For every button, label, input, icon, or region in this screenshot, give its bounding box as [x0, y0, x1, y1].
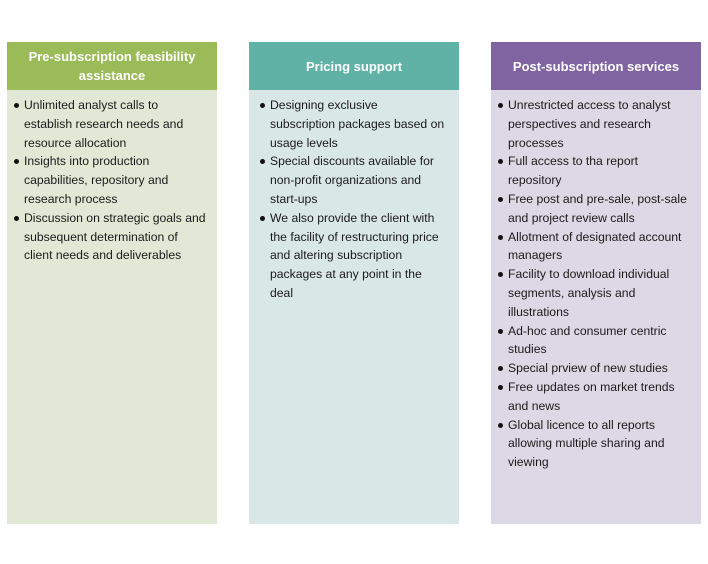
list-item: Unlimited analyst calls to establish research needs and resource allocation: [13, 96, 207, 152]
list-item: Designing exclusive subscription packages based on usage levels: [259, 96, 445, 152]
list-item: Full access to tha report repository: [497, 152, 691, 190]
post-subscription-body: [491, 90, 701, 524]
bullet-icon: [498, 197, 503, 202]
list-item: Ad-hoc and consumer centric studies: [497, 322, 691, 360]
bullet-icon: [498, 385, 503, 390]
list-item: We also provide the client with the facility of restructuring price and altering subscription packages at any point in the deal: [259, 209, 445, 303]
post-subscription-header: [491, 42, 701, 90]
pre-subscription-list: [13, 96, 207, 265]
bullet-icon: [498, 159, 503, 164]
pre-subscription-panel: [7, 42, 217, 524]
bullet-icon: [498, 272, 503, 277]
pre-subscription-body: [7, 90, 217, 524]
list-item: Unrestricted access to analyst perspectives and research processes: [497, 96, 691, 152]
pre-subscription-title: Pre-subscription feasibility assistance: [28, 49, 196, 83]
pricing-support-title: Pricing support: [305, 58, 403, 74]
bullet-icon: [14, 159, 19, 164]
post-subscription-title: Post-subscription services: [512, 58, 680, 74]
bullet-icon: [260, 216, 265, 221]
list-item: Global licence to all reports allowing multiple sharing and viewing: [497, 416, 691, 472]
bullet-icon: [498, 103, 503, 108]
list-item: Insights into production capabilities, repository and research process: [13, 152, 207, 208]
bullet-icon: [260, 159, 265, 164]
pricing-support-list: [259, 96, 445, 303]
post-subscription-panel: [491, 42, 701, 524]
list-item: Free post and pre-sale, post-sale and project review calls: [497, 190, 691, 228]
pricing-support-header: [249, 42, 459, 90]
bullet-icon: [498, 235, 503, 240]
bullet-icon: [14, 103, 19, 108]
bullet-icon: [498, 423, 503, 428]
bullet-icon: [14, 216, 19, 221]
list-item: Facility to download individual segments, analysis and illustrations: [497, 265, 691, 321]
bullet-icon: [260, 103, 265, 108]
pricing-support-panel: [249, 42, 459, 524]
bullet-icon: [498, 329, 503, 334]
pre-subscription-header: [7, 42, 217, 90]
list-item: Discussion on strategic goals and subsequent determination of client needs and deliverables: [13, 209, 207, 265]
pricing-support-body: [249, 90, 459, 524]
list-item: Special discounts available for non-profit organizations and start-ups: [259, 152, 445, 208]
list-item: Special prview of new studies: [497, 359, 691, 378]
list-item: Free updates on market trends and news: [497, 378, 691, 416]
post-subscription-list: [497, 96, 691, 472]
bullet-icon: [498, 366, 503, 371]
list-item: Allotment of designated account managers: [497, 228, 691, 266]
